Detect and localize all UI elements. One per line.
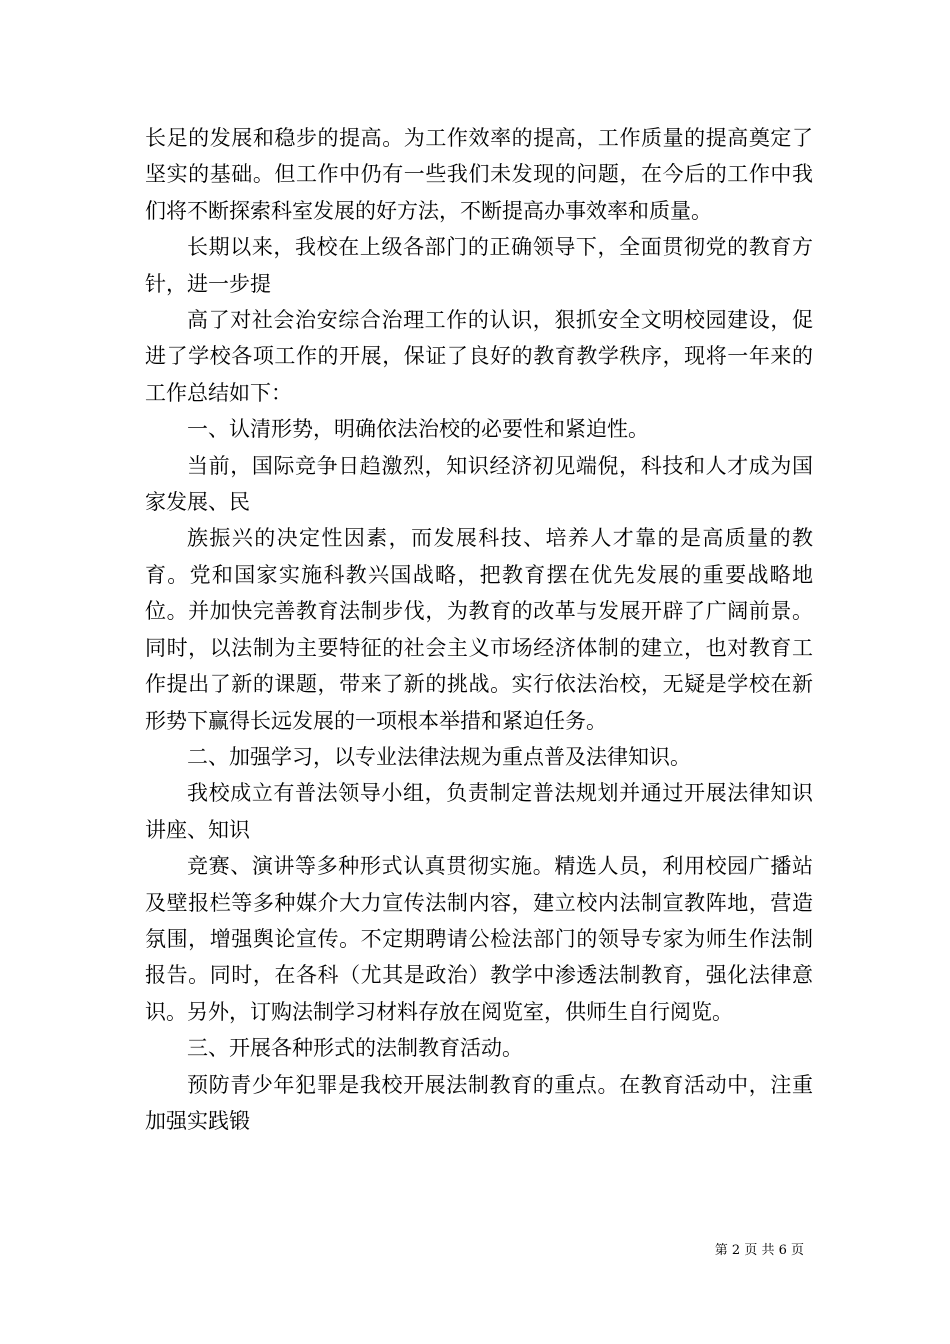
paragraph-5: 族振兴的决定性因素，而发展科技、培养人才靠的是高质量的教育。党和国家实施科教兴国战略，把教育摆在优先发展的重要战略地位。并加快完善教育法制步伐，为教育的改革与发展开辟了广阔前景。同时，以法制为主要特征的社会主义市场经济体制的建立，也对教育工作提出了新的课题，带来了新的挑战。实行依法治校，无疑是学校在新形势下赢得长远发展的一项根本举措和紧迫任务。 [145, 526, 813, 733]
paragraph-1: 长足的发展和稳步的提高。为工作效率的提高，工作质量的提高奠定了坚实的基础。但工作中仍有一些我们未发现的问题，在今后的工作中我们将不断探索科室发展的好方法，不断提高办事效率和质量。 [145, 126, 813, 223]
paragraph-3: 高了对社会治安综合治理工作的认识，狠抓安全文明校园建设，促进了学校各项工作的开展，保证了良好的教育教学秩序，现将一年来的工作总结如下： [145, 308, 813, 405]
section-heading-1: 一、认清形势，明确依法治校的必要性和紧迫性。 [187, 417, 649, 442]
paragraph-6: 我校成立有普法领导小组，负责制定普法规划并通过开展法律知识讲座、知识 [145, 781, 813, 842]
paragraph-2: 长期以来，我校在上级各部门的正确领导下，全面贯彻党的教育方针，进一步提 [145, 235, 813, 296]
document-body [145, 120, 813, 1139]
section-heading-3: 三、开展各种形式的法制教育活动。 [187, 1036, 523, 1061]
paragraph-7: 竞赛、演讲等多种形式认真贯彻实施。精选人员，利用校园广播站及壁报栏等多种媒介大力宣传法制内容，建立校内法制宣教阵地，营造氛围，增强舆论宣传。不定期聘请公检法部门的领导专家为师生作法制报告。同时，在各科（尤其是政治）教学中渗透法制教育，强化法律意识。另外，订购法制学习材料存放在阅览室，供师生自行阅览。 [145, 854, 813, 1024]
paragraph-4: 当前，国际竞争日趋激烈，知识经济初见端倪，科技和人才成为国家发展、民 [145, 453, 813, 515]
paragraph-8: 预防青少年犯罪是我校开展法制教育的重点。在教育活动中，注重加强实践锻 [145, 1072, 813, 1133]
page-number-footer: 第 2 页 共 6 页 [714, 1243, 804, 1258]
section-heading-2: 二、加强学习，以专业法律法规为重点普及法律知识。 [187, 744, 691, 769]
